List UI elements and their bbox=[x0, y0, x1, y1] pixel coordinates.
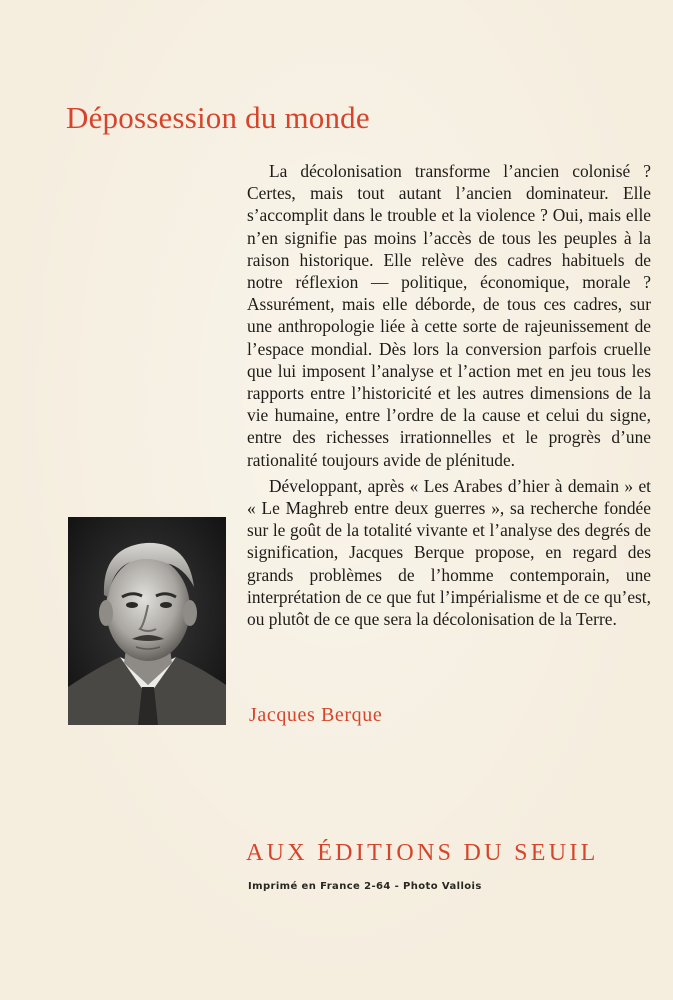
author-name: Jacques Berque bbox=[249, 704, 383, 726]
blurb-paragraph-1: La décolonisation transforme l’ancien colonisé ? Certes, mais tout autant l’ancien dominateur. Elle s’accomplit dans le trouble et la violence ? Oui, mais elle n’en signifie pas moins l’accès de tous les peuples à la raison historique. Elle relève des cadres habituels de notre réflexion — politique, économique, morale ? Assurément, mais elle déborde, de tous ces cadres, sur une anthropologie liée à cette sorte de rajeunissement de l’espace mondial. Dès lors la conversion parfois cruelle que lui imposent l’analyse et l’action met en jeu tous les rapports entre l’historicité et les autres dimensions de la vie humaine, entre l’ordre de la cause et celui du signe, entre des richesses irrationnelles et le progrès d’une rationalité toujours avide de plénitude. bbox=[247, 161, 651, 470]
book-title: Dépossession du monde bbox=[66, 100, 370, 135]
blurb-text bbox=[247, 160, 651, 630]
imprint-line: Imprimé en France 2-64 - Photo Vallois bbox=[248, 881, 482, 892]
blurb-paragraph-2: Développant, après « Les Arabes d’hier à demain » et « Le Maghreb entre deux guerres », sa recherche fondée sur le goût de la totalité vivante et l’analyse des degrés de signification, Jacques Berque propose, en regard des grands problèmes de l’homme contemporain, une interprétation de ce que fut l’impérialisme et de ce qu’est, ou plutôt de ce que sera la décolonisation de la Terre. bbox=[247, 475, 651, 630]
author-photo bbox=[68, 517, 226, 725]
publisher-name: AUX ÉDITIONS DU SEUIL bbox=[246, 840, 599, 866]
